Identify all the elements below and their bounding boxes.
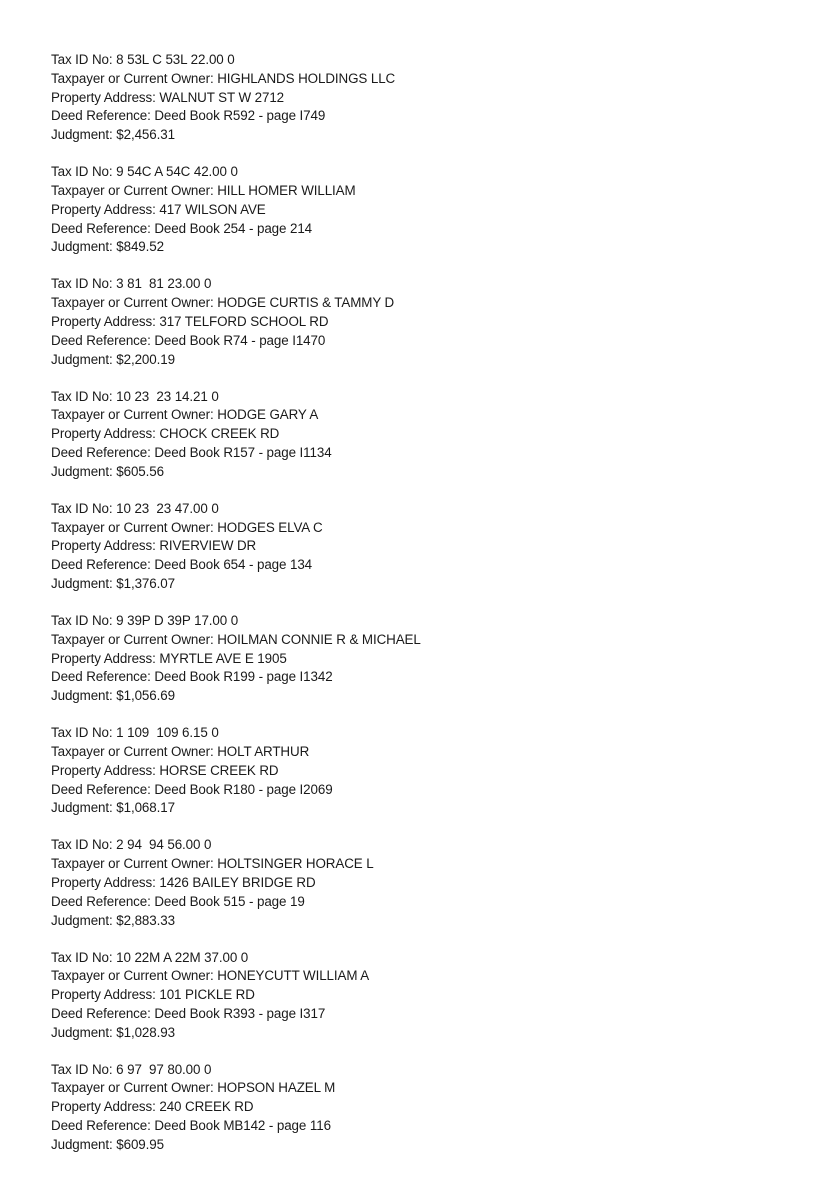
owner-value: HIGHLANDS HOLDINGS LLC <box>217 70 396 86</box>
owner-value: HONEYCUTT WILLIAM A <box>217 968 370 984</box>
tax-id-label: Tax ID No: <box>51 612 117 628</box>
tax-id-label: Tax ID No: <box>51 52 117 67</box>
tax-id-value: 10 23 23 47.00 0 <box>116 500 219 516</box>
judgment-line <box>51 799 811 818</box>
judgment-line <box>51 1136 811 1155</box>
tax-id-value: 3 81 81 23.00 0 <box>116 276 212 292</box>
judgment-value: $1,068.17 <box>116 800 175 816</box>
judgment-label: Judgment: <box>51 912 117 928</box>
owner-line <box>51 1079 811 1098</box>
address-value: HORSE CREEK RD <box>159 762 279 778</box>
tax-id-label: Tax ID No: <box>51 837 117 853</box>
judgment-line <box>51 1024 811 1043</box>
property-record <box>51 724 811 836</box>
address-label: Property Address: <box>51 762 160 778</box>
judgment-label: Judgment: <box>51 127 117 143</box>
property-record <box>51 163 811 275</box>
judgment-label: Judgment: <box>51 1024 117 1040</box>
tax-id-line <box>51 724 811 743</box>
judgment-label: Judgment: <box>51 239 117 255</box>
deed-label: Deed Reference: <box>51 1118 155 1134</box>
deed-line <box>51 332 811 351</box>
deed-value: Deed Book 654 - page 134 <box>154 557 313 573</box>
address-value: 101 PICKLE RD <box>159 987 255 1003</box>
deed-line <box>51 1005 811 1024</box>
deed-value: Deed Book R157 - page I1134 <box>154 444 332 460</box>
property-record <box>51 1061 811 1173</box>
deed-value: Deed Book MB142 - page 116 <box>154 1118 331 1134</box>
judgment-value: $2,200.19 <box>116 351 175 367</box>
deed-line <box>51 668 811 687</box>
judgment-label: Judgment: <box>51 800 117 816</box>
tax-id-line <box>51 388 811 407</box>
owner-label: Taxpayer or Current Owner: <box>51 407 218 423</box>
judgment-value: $2,456.31 <box>116 127 175 143</box>
tax-id-line <box>51 51 811 70</box>
address-label: Property Address: <box>51 987 160 1003</box>
deed-line <box>51 220 811 239</box>
owner-value: HILL HOMER WILLIAM <box>217 182 356 198</box>
owner-label: Taxpayer or Current Owner: <box>51 856 218 872</box>
tax-id-line <box>51 500 811 519</box>
deed-value: Deed Book R393 - page I317 <box>154 1005 326 1021</box>
deed-label: Deed Reference: <box>51 332 155 348</box>
address-label: Property Address: <box>51 426 160 442</box>
address-value: 240 CREEK RD <box>159 1099 254 1115</box>
judgment-value: $1,056.69 <box>116 688 175 704</box>
deed-label: Deed Reference: <box>51 893 155 909</box>
deed-label: Deed Reference: <box>51 444 155 460</box>
owner-value: HOILMAN CONNIE R & MICHAEL <box>217 631 421 647</box>
tax-id-label: Tax ID No: <box>51 276 117 292</box>
judgment-line <box>51 126 811 145</box>
owner-line <box>51 294 811 313</box>
tax-id-value: 6 97 97 80.00 0 <box>116 1061 212 1077</box>
owner-label: Taxpayer or Current Owner: <box>51 70 218 86</box>
property-record <box>51 836 811 948</box>
address-value: 1426 BAILEY BRIDGE RD <box>159 874 316 890</box>
judgment-value: $1,028.93 <box>116 1024 175 1040</box>
deed-line <box>51 893 811 912</box>
address-line <box>51 650 811 669</box>
owner-label: Taxpayer or Current Owner: <box>51 295 218 311</box>
owner-line <box>51 182 811 201</box>
deed-value: Deed Book 515 - page 19 <box>154 893 305 909</box>
property-record <box>51 275 811 387</box>
owner-value: HOLT ARTHUR <box>217 743 310 759</box>
deed-label: Deed Reference: <box>51 557 155 573</box>
judgment-line <box>51 575 811 594</box>
deed-label: Deed Reference: <box>51 669 155 685</box>
tax-id-line <box>51 836 811 855</box>
judgment-value: $609.95 <box>116 1136 164 1152</box>
tax-id-line <box>51 1061 811 1080</box>
judgment-label: Judgment: <box>51 575 117 591</box>
address-label: Property Address: <box>51 874 160 890</box>
address-label: Property Address: <box>51 313 160 329</box>
tax-id-label: Tax ID No: <box>51 500 117 516</box>
tax-id-label: Tax ID No: <box>51 725 117 741</box>
judgment-label: Judgment: <box>51 688 117 704</box>
tax-judgment-listing <box>51 51 811 1173</box>
tax-id-value: 10 22M A 22M 37.00 0 <box>116 949 249 965</box>
property-record <box>51 949 811 1061</box>
address-label: Property Address: <box>51 538 160 554</box>
tax-id-value: 8 53L C 53L 22.00 0 <box>116 52 235 67</box>
deed-line <box>51 556 811 575</box>
judgment-value: $1,376.07 <box>116 575 175 591</box>
tax-id-label: Tax ID No: <box>51 388 117 404</box>
address-label: Property Address: <box>51 1099 160 1115</box>
owner-line <box>51 519 811 538</box>
judgment-line <box>51 351 811 370</box>
tax-id-line <box>51 612 811 631</box>
address-line <box>51 762 811 781</box>
owner-line <box>51 631 811 650</box>
property-record <box>51 388 811 500</box>
judgment-label: Judgment: <box>51 351 117 367</box>
judgment-label: Judgment: <box>51 1136 117 1152</box>
owner-value: HODGE GARY A <box>217 407 319 423</box>
tax-id-value: 2 94 94 56.00 0 <box>116 837 212 853</box>
tax-id-value: 9 39P D 39P 17.00 0 <box>116 612 239 628</box>
tax-id-value: 1 109 109 6.15 0 <box>116 725 219 741</box>
deed-value: Deed Book R74 - page I1470 <box>154 332 326 348</box>
judgment-value: $849.52 <box>116 239 164 255</box>
address-line <box>51 425 811 444</box>
address-value: MYRTLE AVE E 1905 <box>159 650 287 666</box>
address-line <box>51 986 811 1005</box>
property-record <box>51 612 811 724</box>
judgment-line <box>51 463 811 482</box>
tax-id-value: 10 23 23 14.21 0 <box>116 388 219 404</box>
address-line <box>51 313 811 332</box>
deed-value: Deed Book R199 - page I1342 <box>154 669 333 685</box>
deed-value: Deed Book R180 - page I2069 <box>154 781 333 797</box>
owner-value: HODGES ELVA C <box>217 519 323 535</box>
tax-id-label: Tax ID No: <box>51 949 117 965</box>
judgment-line <box>51 238 811 257</box>
address-value: WALNUT ST W 2712 <box>159 89 285 105</box>
address-line <box>51 537 811 556</box>
owner-value: HOLTSINGER HORACE L <box>217 856 374 872</box>
address-value: CHOCK CREEK RD <box>159 426 280 442</box>
owner-value: HOPSON HAZEL M <box>217 1080 336 1096</box>
tax-id-value: 9 54C A 54C 42.00 0 <box>116 164 238 180</box>
judgment-value: $605.56 <box>116 463 164 479</box>
address-line <box>51 1098 811 1117</box>
owner-line <box>51 406 811 425</box>
owner-line <box>51 70 811 89</box>
address-label: Property Address: <box>51 89 160 105</box>
deed-value: Deed Book R592 - page I749 <box>154 108 326 124</box>
owner-label: Taxpayer or Current Owner: <box>51 631 218 647</box>
deed-label: Deed Reference: <box>51 781 155 797</box>
owner-label: Taxpayer or Current Owner: <box>51 743 218 759</box>
address-line <box>51 201 811 220</box>
address-value: 317 TELFORD SCHOOL RD <box>159 313 329 329</box>
owner-label: Taxpayer or Current Owner: <box>51 182 218 198</box>
property-record <box>51 500 811 612</box>
address-value: 417 WILSON AVE <box>159 201 266 217</box>
judgment-value: $2,883.33 <box>116 912 175 928</box>
owner-label: Taxpayer or Current Owner: <box>51 968 218 984</box>
address-label: Property Address: <box>51 650 160 666</box>
tax-id-line <box>51 275 811 294</box>
owner-value: HODGE CURTIS & TAMMY D <box>217 295 395 311</box>
owner-line <box>51 967 811 986</box>
deed-line <box>51 1117 811 1136</box>
deed-line <box>51 781 811 800</box>
owner-line <box>51 743 811 762</box>
deed-label: Deed Reference: <box>51 1005 155 1021</box>
deed-label: Deed Reference: <box>51 220 155 236</box>
tax-id-line <box>51 163 811 182</box>
tax-id-line <box>51 949 811 968</box>
judgment-label: Judgment: <box>51 463 117 479</box>
judgment-line <box>51 687 811 706</box>
deed-value: Deed Book 254 - page 214 <box>154 220 313 236</box>
deed-line <box>51 444 811 463</box>
address-value: RIVERVIEW DR <box>159 538 257 554</box>
address-line <box>51 874 811 893</box>
deed-label: Deed Reference: <box>51 108 155 124</box>
owner-line <box>51 855 811 874</box>
deed-line <box>51 107 811 126</box>
owner-label: Taxpayer or Current Owner: <box>51 519 218 535</box>
owner-label: Taxpayer or Current Owner: <box>51 1080 218 1096</box>
property-record <box>51 51 811 163</box>
tax-id-label: Tax ID No: <box>51 1061 117 1077</box>
address-line <box>51 89 811 108</box>
tax-id-label: Tax ID No: <box>51 164 117 180</box>
address-label: Property Address: <box>51 201 160 217</box>
judgment-line <box>51 912 811 931</box>
